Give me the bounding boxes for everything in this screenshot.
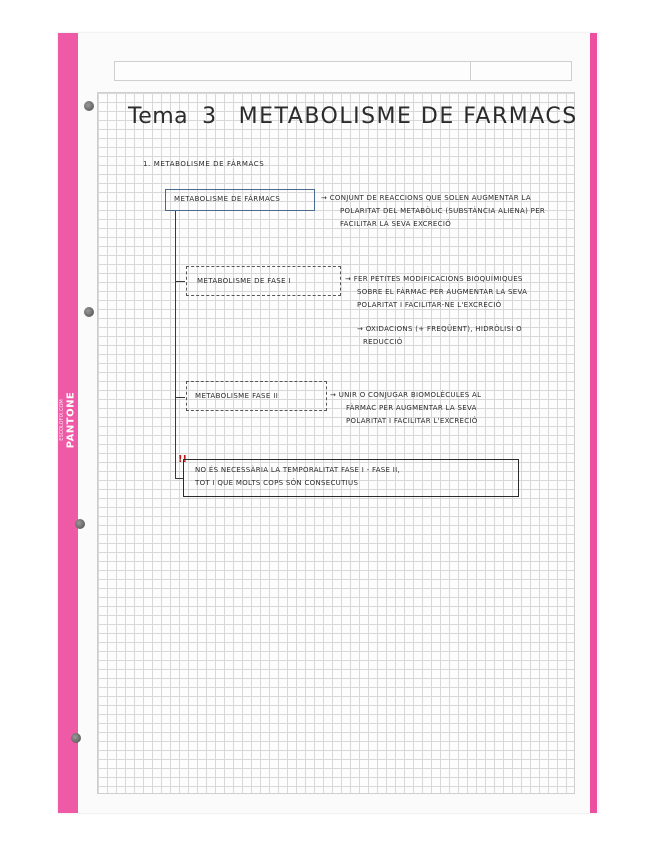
title-tema: Tema	[128, 104, 189, 129]
phase2-box	[186, 381, 327, 411]
title-number: 3	[202, 104, 217, 129]
phase1-box	[186, 266, 341, 296]
phase2-definition	[330, 389, 481, 428]
section-heading: 1. METABOLISME DE FÀRMACS	[143, 160, 265, 168]
punch-hole-icon	[75, 519, 85, 529]
header-box	[114, 61, 572, 81]
punch-hole-icon	[84, 307, 94, 317]
tree-branch-note	[175, 478, 183, 479]
brand-name: PANTONE	[65, 391, 77, 449]
phase1-def-line: SOBRE EL FÀRMAC PER AUGMENTAR LA SEVA	[357, 288, 528, 296]
phase1-extra-line: → OXIDACIONS (+ FREQÜENT), HIDRÒLISI O	[357, 325, 522, 333]
warning-mark: !!	[178, 454, 188, 465]
brand-site: ESCOLOFIX.COM	[59, 399, 65, 441]
phase2-def-line: POLARITAT I FACILITAR L'EXCRECIÓ	[346, 417, 478, 425]
phase1-label: METABOLISME DE FASE I	[197, 277, 292, 285]
note-text	[195, 464, 400, 490]
punch-hole-icon	[84, 101, 94, 111]
main-definition	[321, 192, 545, 231]
phase1-extra-line: REDUCCIÓ	[363, 338, 403, 346]
phase1-def-line: POLARITAT I FACILITAR-NE L'EXCRECIÓ	[357, 301, 502, 309]
tree-branch-phase2	[175, 397, 185, 398]
tree-connector-line	[175, 211, 176, 479]
phase1-extra	[357, 323, 522, 349]
note-line: TOT I QUE MOLTS COPS SÓN CONSECUTIUS	[195, 479, 359, 487]
page-title	[128, 104, 578, 129]
pink-edge-strip	[590, 33, 597, 813]
main-def-line: FACILITAR LA SEVA EXCRECIÓ	[340, 220, 452, 228]
phase2-label: METABOLISME FASE II	[195, 392, 279, 400]
main-def-line: → CONJUNT DE REACCIONS QUE SOLEN AUGMENTAR LA	[321, 194, 531, 202]
phase2-def-line: FÀRMAC PER AUGMENTAR LA SEVA	[346, 404, 477, 412]
main-def-line: POLARITAT DEL METABÒLIC (SUBSTÀNCIA ALIENA) PER	[340, 207, 546, 215]
main-concept-box	[165, 189, 315, 211]
phase1-def-line: → FER PETITES MODIFICACIONS BIOQUÍMIQUES	[345, 275, 523, 283]
brand-label	[58, 380, 78, 460]
note-line: NO ÉS NECESSÀRIA LA TEMPORALITAT FASE I - FASE II,	[195, 466, 401, 474]
title-subject: METABOLISME DE FARMACS	[238, 104, 578, 129]
punch-hole-icon	[71, 733, 81, 743]
phase1-definition	[345, 273, 527, 312]
tree-branch-phase1	[175, 281, 185, 282]
main-concept-label: METABOLISME DE FÀRMACS	[174, 195, 281, 203]
phase2-def-line: → UNIR O CONJUGAR BIOMOLÈCULES AL	[330, 391, 482, 399]
